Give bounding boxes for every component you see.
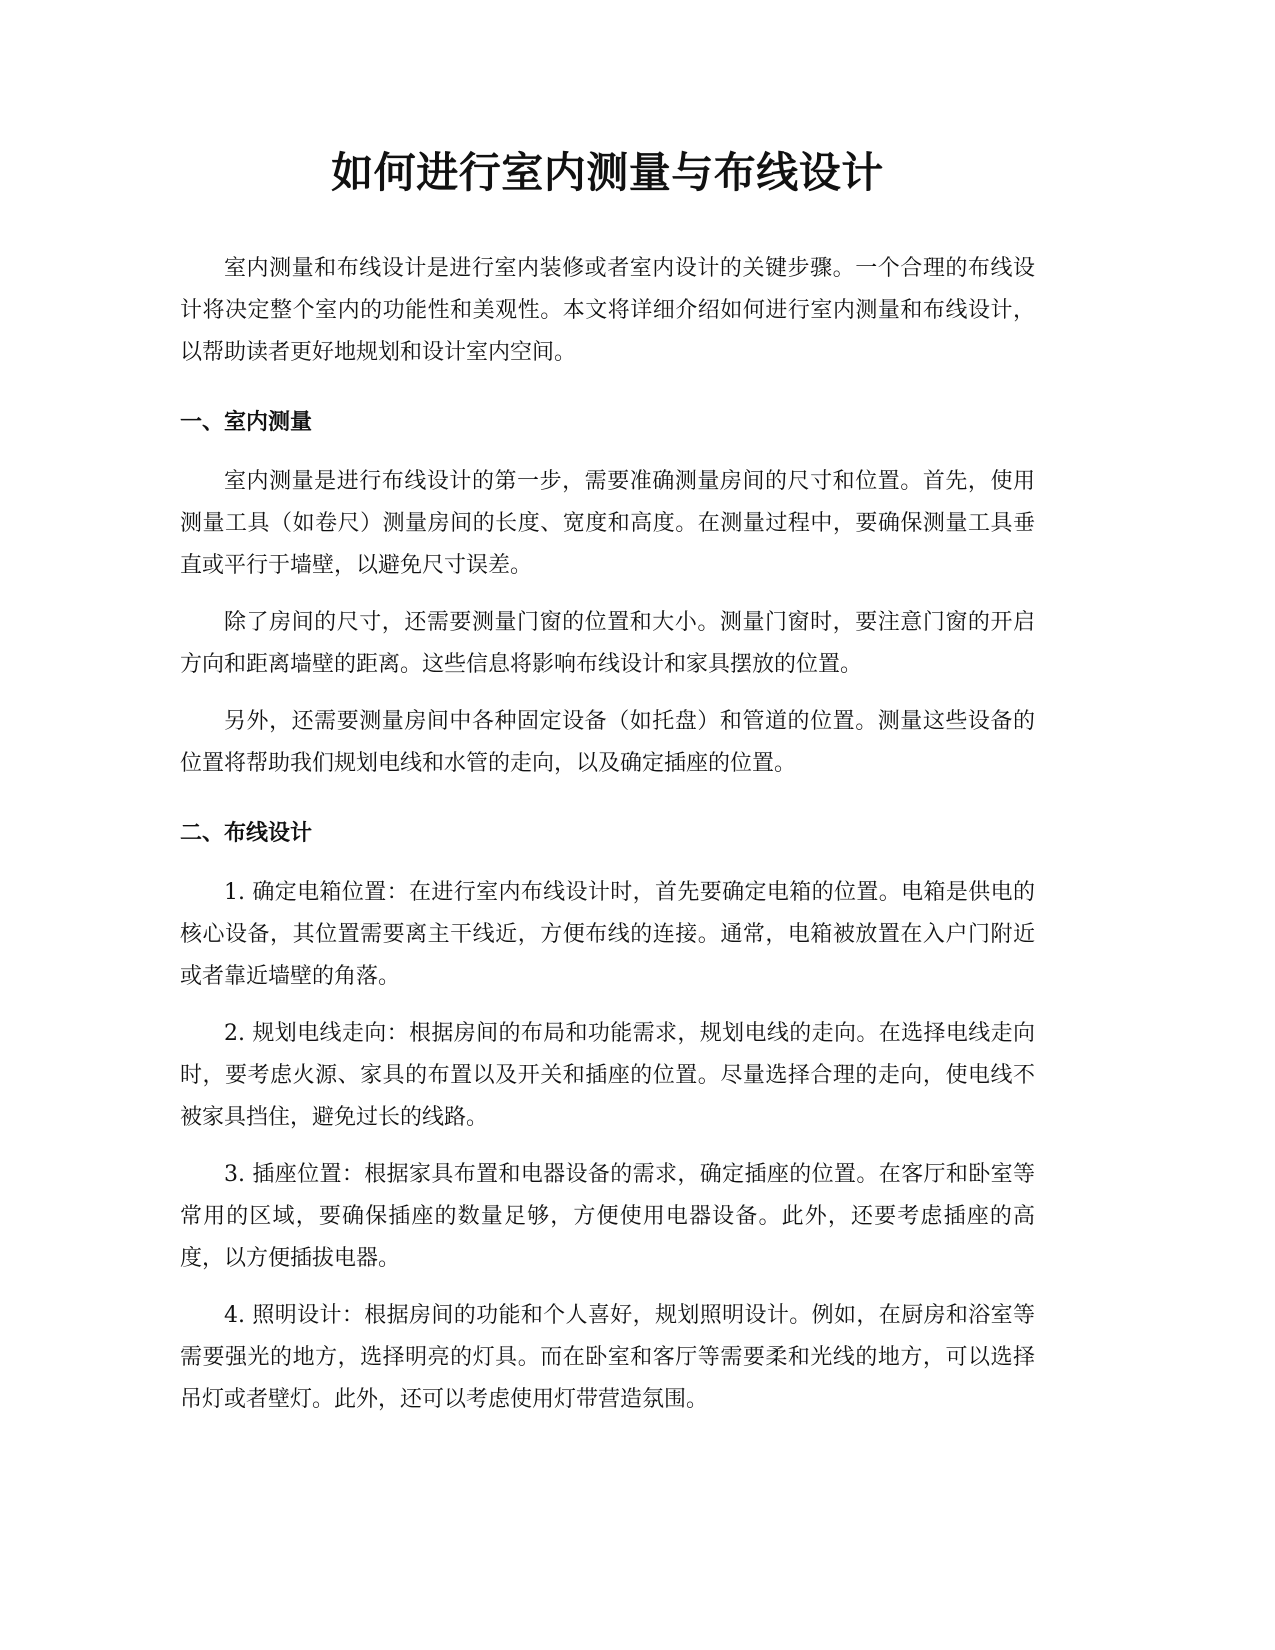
measurement-paragraph: 室内测量是进行布线设计的第一步，需要准确测量房间的尺寸和位置。首先，使用测量工具（如卷尺）测量房间的长度、宽度和高度。在测量过程中，要确保测量工具垂直或平行于墙壁，以避免尺寸误差。 (180, 469, 1035, 578)
section-heading-measurement: 一、室内测量 (180, 410, 313, 435)
spacer (180, 1139, 1035, 1154)
wiring-paragraph: 2. 规划电线走向：根据房间的布局和功能需求，规划电线的走向。在选择电线走向时，要考虑火源、家具的布置以及开关和插座的位置。尽量选择合理的走向，使电线不被家具挡住，避免过长的线路。 (180, 1021, 1035, 1130)
wiring-paragraph: 4. 照明设计：根据房间的功能和个人喜好，规划照明设计。例如，在厨房和浴室等需要强光的地方，选择明亮的灯具。而在卧室和客厅等需要柔和光线的地方，可以选择吊灯或者壁灯。此外，还可以考虑使用灯带营造氛围。 (180, 1303, 1035, 1412)
spacer (180, 998, 1035, 1013)
section-heading-wiring: 二、布线设计 (180, 821, 313, 846)
wiring-paragraph: 1. 确定电箱位置：在进行室内布线设计时，首先要确定电箱的位置。电箱是供电的核心设备，其位置需要离主干线近，方便布线的连接。通常，电箱被放置在入户门附近或者靠近墙壁的角落。 (180, 880, 1035, 989)
measurement-paragraph: 另外，还需要测量房间中各种固定设备（如托盘）和管道的位置。测量这些设备的位置将帮助我们规划电线和水管的走向，以及确定插座的位置。 (180, 709, 1035, 776)
document-page (180, 128, 1035, 1421)
spacer (180, 218, 1035, 248)
measurement-paragraph: 除了房间的尺寸，还需要测量门窗的位置和大小。测量门窗时，要注意门窗的开启方向和距离墙壁的距离。这些信息将影响布线设计和家具摆放的位置。 (180, 610, 1035, 677)
spacer (180, 587, 1035, 602)
spacer (180, 374, 1035, 402)
spacer (180, 686, 1035, 701)
spacer (180, 785, 1035, 813)
spacer (180, 1280, 1035, 1295)
intro-paragraph: 室内测量和布线设计是进行室内装修或者室内设计的关键步骤。一个合理的布线设计将决定整个室内的功能性和美观性。本文将详细介绍如何进行室内测量和布线设计，以帮助读者更好地规划和设计室内空间。 (180, 256, 1035, 365)
wiring-paragraph: 3. 插座位置：根据家具布置和电器设备的需求，确定插座的位置。在客厅和卧室等常用的区域，要确保插座的数量足够，方便使用电器设备。此外，还要考虑插座的高度，以方便插拔电器。 (180, 1162, 1035, 1271)
document-title: 如何进行室内测量与布线设计 (331, 148, 884, 197)
spacer (180, 855, 1035, 872)
spacer (180, 444, 1035, 461)
